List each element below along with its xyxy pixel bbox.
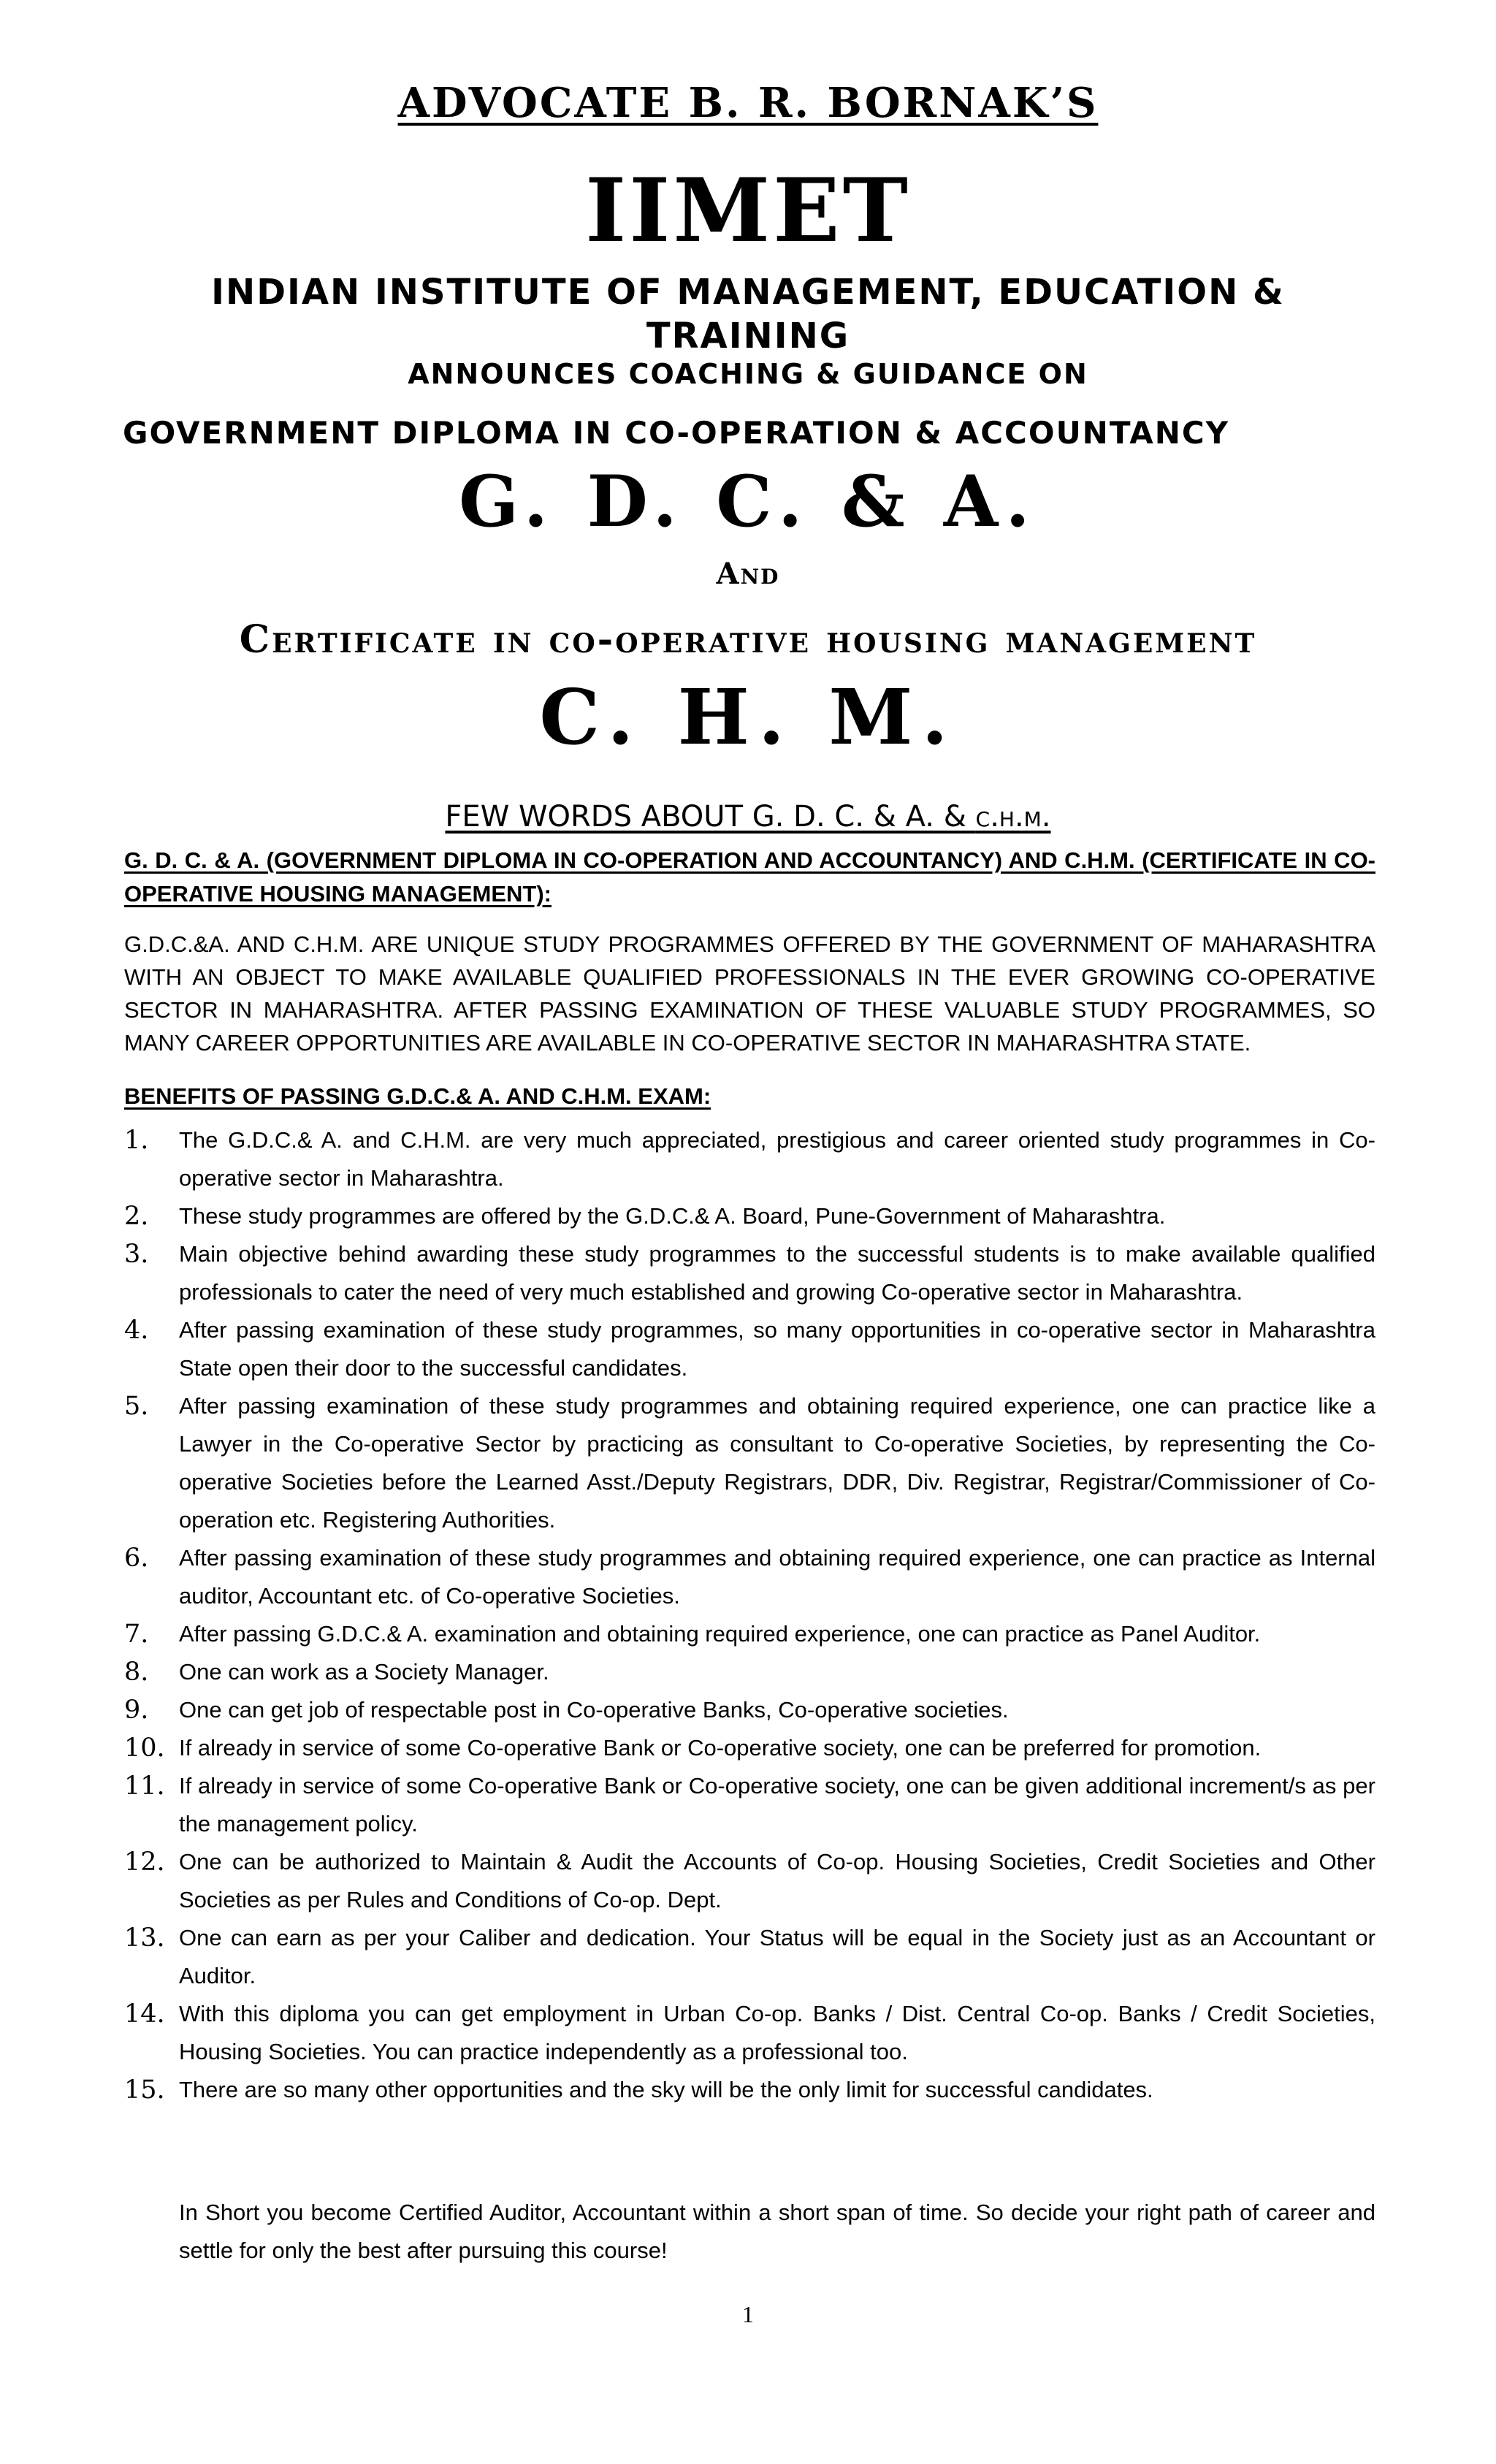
institute-acronym: IIMET [585, 159, 911, 262]
certificate-abbreviation: C. H. M. [539, 672, 957, 762]
list-item-text: Main objective behind awarding these study programmes to the successful students is to make available qualified professionals to cater the need of very much established and growing Co-operative sector in Maharashtra. [179, 1241, 1375, 1305]
list-item-text: One can earn as per your Caliber and dedication. Your Status will be equal in the Society just as an Accountant or Auditor. [179, 1925, 1375, 1988]
list-item-number: 14. [124, 1999, 165, 2029]
list-item-text: With this diploma you can get employment in Urban Co-op. Banks / Dist. Central Co-op. Banks / Credit Societies, Housing Societies. You can practice independently as a professional too. [179, 2001, 1375, 2064]
about-intro-paragraph: G.D.C.&A. AND C.H.M. ARE UNIQUE STUDY PROGRAMMES OFFERED BY THE GOVERNMENT OF MAHARASHTRA WITH AN OBJECT TO MAKE AVAILABLE QUALIFIED PROFESSIONALS IN THE EVER GROWING CO-OPERATIVE SECTOR IN MAHARASHTRA. AFTER PASSING EXAMINATION OF THESE VALUABLE STUDY PROGRAMMES, SO MANY CAREER OPPORTUNITIES ARE AVAILABLE IN CO-OPERATIVE SECTOR IN MAHARASHTRA STATE. [124, 931, 1375, 1056]
about-title [0, 800, 1496, 834]
list-item [124, 1919, 1375, 1995]
list-item-number: 3. [124, 1240, 149, 1269]
list-item-text: One can be authorized to Maintain & Audit the Accounts of Co-op. Housing Societies, Credit Societies and Other Societies as per Rules and Conditions of Co-op. Dept. [179, 1849, 1375, 1912]
list-item [124, 1615, 1375, 1653]
page-number: 1 [742, 2301, 754, 2327]
list-item [124, 1729, 1375, 1767]
closing-paragraph: In Short you become Certified Auditor, Accountant within a short span of time. So decide your right path of career and settle for only the best after pursuing this course! [179, 2200, 1375, 2263]
list-item-number: 12. [124, 1847, 165, 1877]
list-item-number: 10. [124, 1733, 165, 1763]
list-item-text: These study programmes are offered by the G.D.C.& A. Board, Pune-Government of Maharashtra. [179, 1203, 1166, 1229]
list-item [124, 1235, 1375, 1311]
diploma-name: GOVERNMENT DIPLOMA IN CO-OPERATION & ACCOUNTANCY [123, 415, 1230, 451]
institute-full-name: INDIAN INSTITUTE OF MANAGEMENT, EDUCATION & TRAINING [211, 272, 1285, 356]
list-item [124, 1691, 1375, 1729]
list-item [124, 1995, 1375, 2071]
about-subheading: G. D. C. & A. (GOVERNMENT DIPLOMA IN CO-OPERATION AND ACCOUNTANCY) AND C.H.M. (CERTIFICATE IN CO-OPERATIVE HOUSING MANAGEMENT): [124, 847, 1375, 907]
list-item-number: 7. [124, 1620, 149, 1649]
list-item-number: 13. [124, 1923, 165, 1953]
list-item-text: After passing examination of these study programmes and obtaining required experience, one can practice like a Lawyer in the Co-operative Sector by practicing as consultant to Co-operative Societies, by representing the Co-operative Societies before the Learned Asst./Deputy Registrars, DDR, Div. Registrar, Registrar/Commissioner of Co-operation etc. Registering Authorities. [179, 1393, 1375, 1533]
advocate-heading: ADVOCATE B. R. BORNAK’S [397, 79, 1099, 127]
about-title-main: FEW WORDS ABOUT G. D. C. & A. & [445, 800, 976, 834]
list-item-text: There are so many other opportunities and the sky will be the only limit for successful candidates. [179, 2077, 1153, 2102]
list-item [124, 1387, 1375, 1539]
list-item-number: 5. [124, 1392, 149, 1421]
list-item-number: 2. [124, 1202, 149, 1231]
list-item-number: 15. [124, 2075, 165, 2105]
list-item-number: 9. [124, 1696, 149, 1725]
list-item [124, 1653, 1375, 1691]
list-item-number: 6. [124, 1544, 149, 1573]
list-item [124, 1121, 1375, 1197]
list-item-number: 1. [124, 1126, 149, 1155]
list-item-text: The G.D.C.& A. and C.H.M. are very much appreciated, prestigious and career oriented study programmes in Co-operative sector in Maharashtra. [179, 1127, 1375, 1191]
benefits-heading: BENEFITS OF PASSING G.D.C.& A. AND C.H.M. EXAM: [124, 1083, 711, 1109]
list-item [124, 1539, 1375, 1615]
list-item-text: One can work as a Society Manager. [179, 1659, 549, 1685]
and-connector: And [716, 557, 780, 591]
list-item-text: After passing examination of these study programmes and obtaining required experience, one can practice as Internal auditor, Accountant etc. of Co-operative Societies. [179, 1545, 1375, 1609]
benefits-list [124, 1121, 1375, 2109]
list-item [124, 1311, 1375, 1387]
list-item-text: One can get job of respectable post in Co-operative Banks, Co-operative societies. [179, 1697, 1009, 1723]
list-item-text: After passing examination of these study programmes, so many opportunities in co-operative sector in Maharashtra State open their door to the successful candidates. [179, 1317, 1375, 1381]
list-item-text: If already in service of some Co-operative Bank or Co-operative society, one can be preferred for promotion. [179, 1735, 1262, 1761]
about-title-small: c.h.m. [975, 800, 1051, 834]
certificate-name: Certificate in co-operative housing management [239, 617, 1257, 662]
list-item [124, 1767, 1375, 1843]
list-item-number: 11. [124, 1771, 165, 1801]
list-item-text: If already in service of some Co-operative Bank or Co-operative society, one can be given additional increment/s as per the management policy. [179, 1773, 1375, 1836]
diploma-abbreviation: G. D. C. & A. [459, 460, 1037, 543]
announcement-line: ANNOUNCES COACHING & GUIDANCE ON [408, 358, 1088, 390]
list-item [124, 1197, 1375, 1235]
list-item [124, 1843, 1375, 1919]
list-item-number: 4. [124, 1316, 149, 1345]
list-item-number: 8. [124, 1658, 149, 1687]
list-item-text: After passing G.D.C.& A. examination and obtaining required experience, one can practice as Panel Auditor. [179, 1621, 1261, 1647]
list-item [124, 2071, 1375, 2109]
